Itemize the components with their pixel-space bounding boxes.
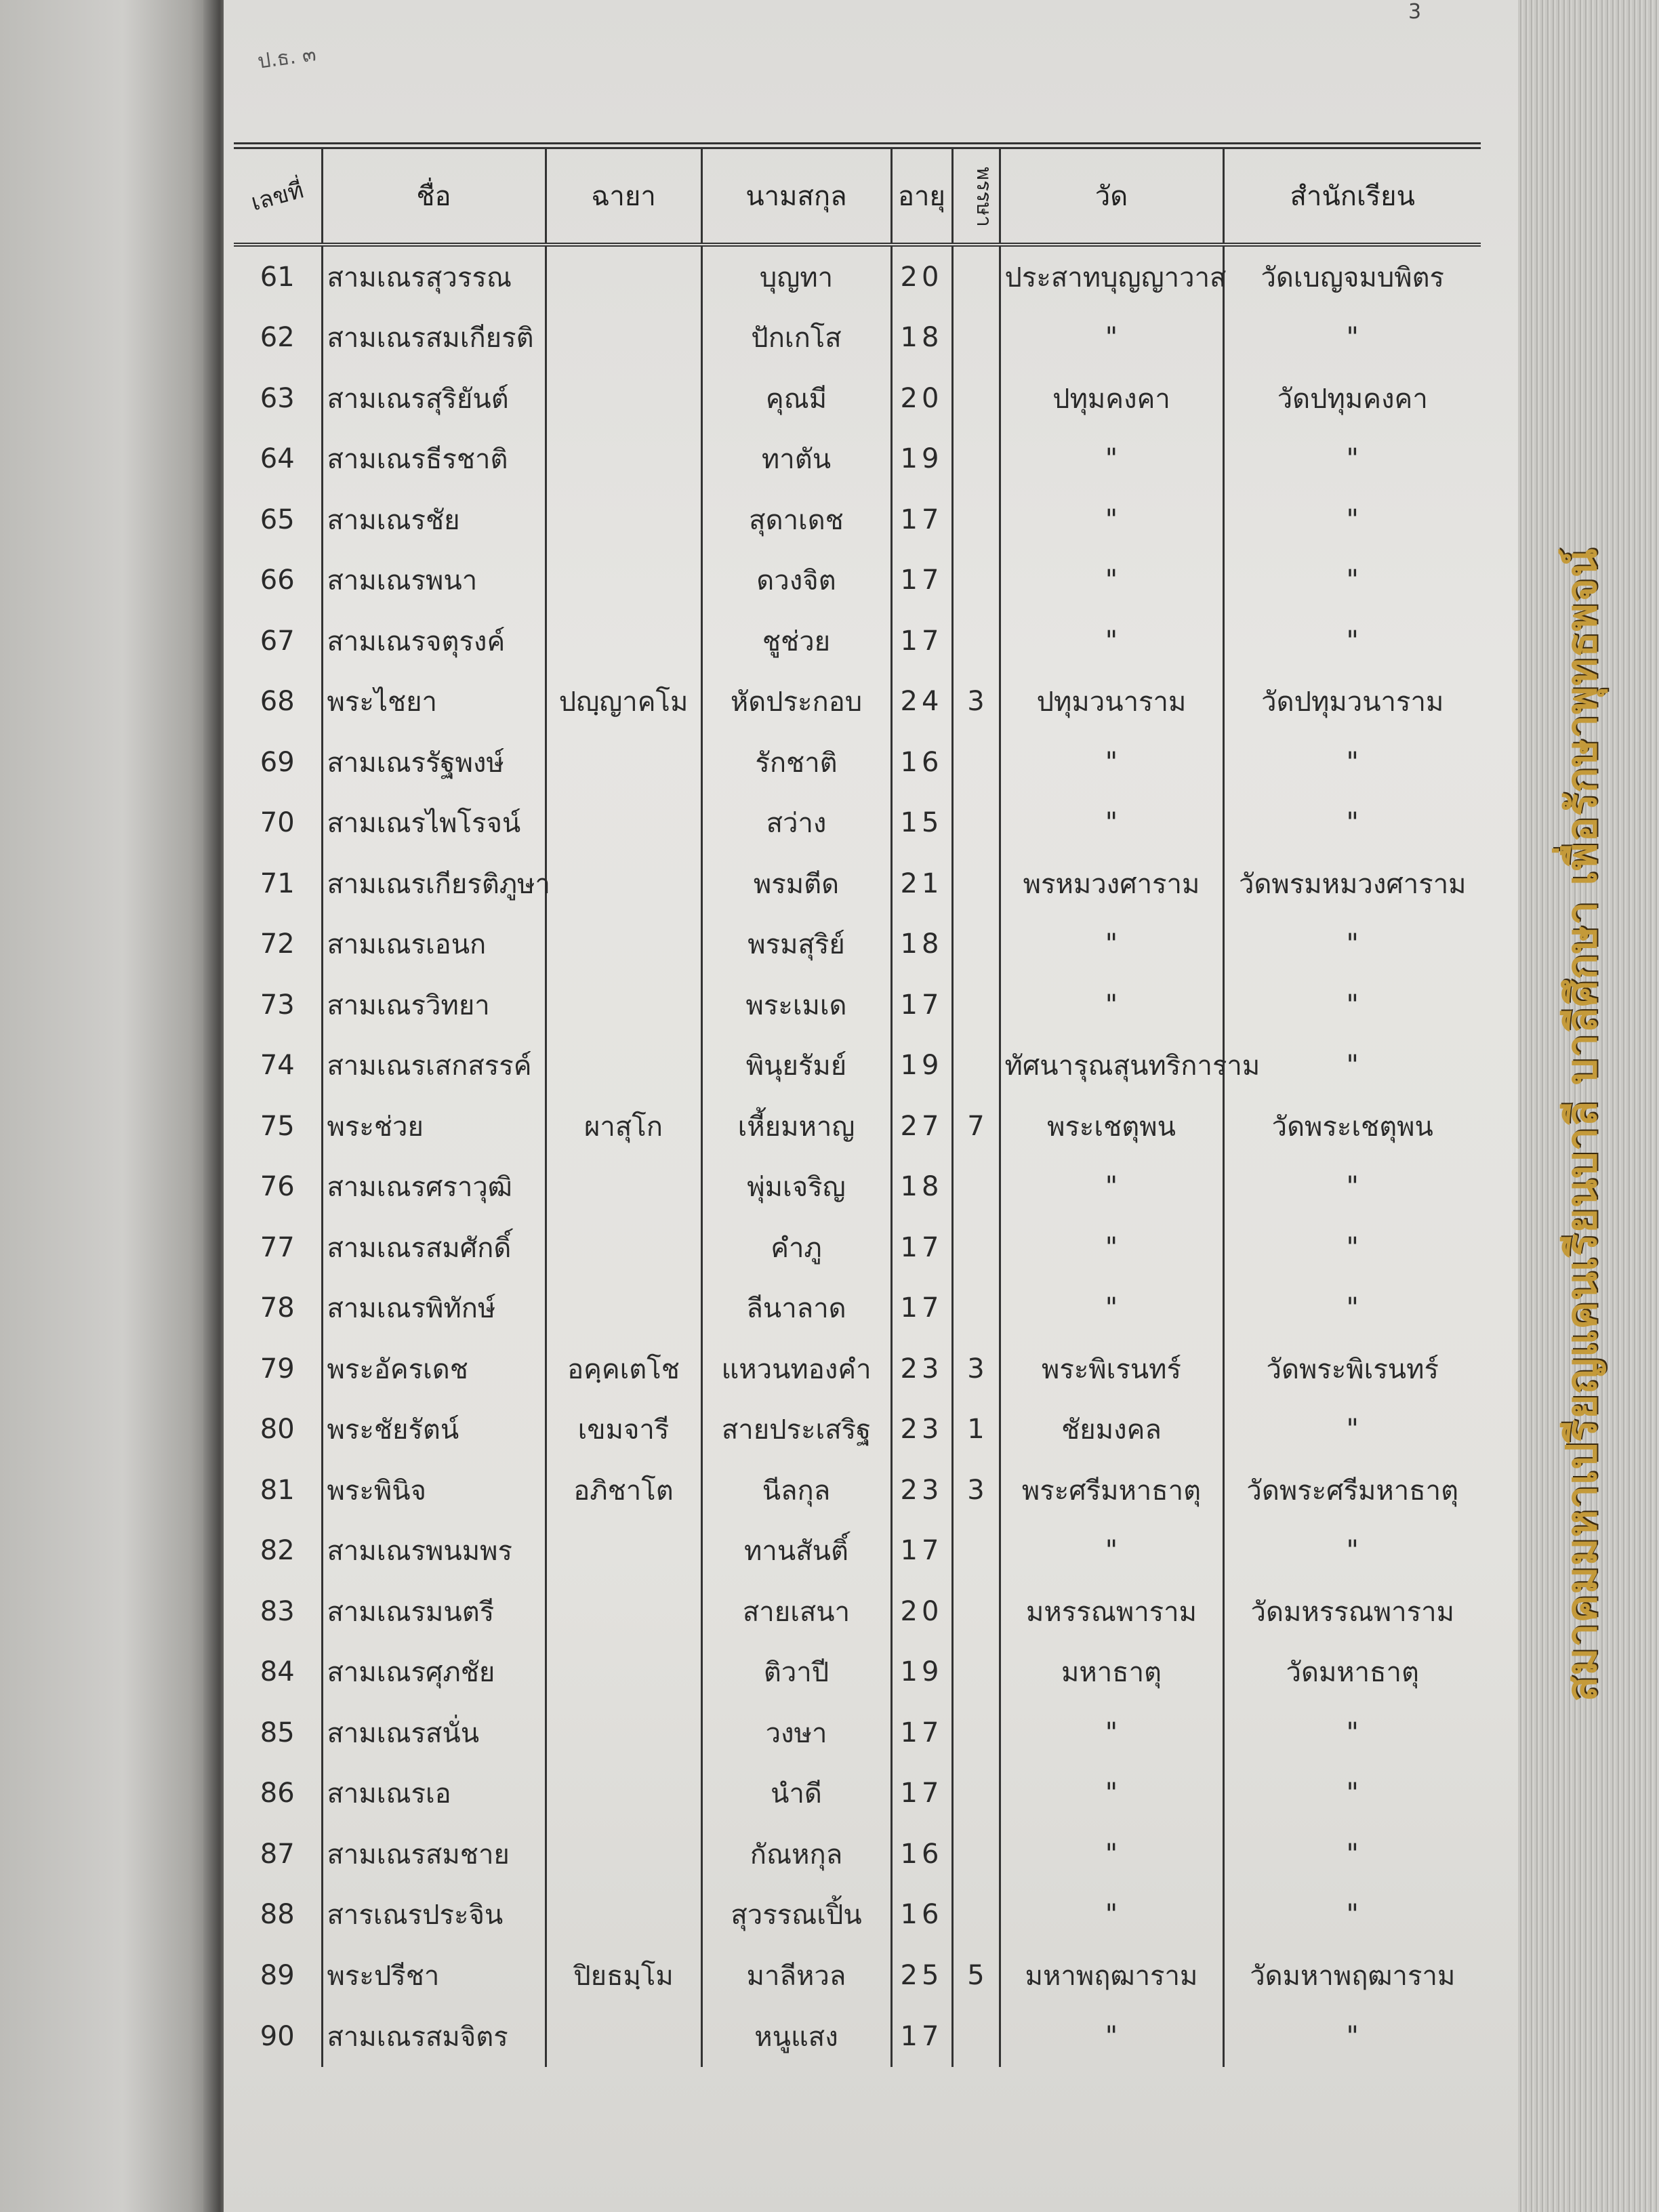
row-surname: ชูช่วย — [701, 611, 891, 672]
row-school: " — [1223, 1885, 1481, 1946]
row-number: 84 — [260, 1656, 295, 1688]
row-number: 69 — [260, 746, 295, 778]
row-name: สามเณรศุภชัย — [322, 1642, 546, 1703]
row-number: 67 — [260, 625, 295, 657]
row-chaya: ผาสุโก — [546, 1096, 701, 1157]
table-row — [234, 550, 1481, 611]
header-pansa: พรรษา — [952, 146, 1000, 245]
row-age: 15 — [891, 793, 952, 854]
row-chaya — [546, 1036, 701, 1097]
row-surname: พินุยรัมย์ — [701, 1036, 891, 1097]
row-number: 89 — [260, 1959, 295, 1991]
table-row — [234, 793, 1481, 854]
row-number: 82 — [260, 1535, 295, 1567]
row-name: พระปรีชา — [322, 1945, 546, 2006]
row-wat: " — [1000, 550, 1223, 611]
row-pansa — [952, 732, 1000, 793]
header-surname: นามสกุล — [701, 146, 891, 245]
page-number: 3 — [1408, 0, 1422, 24]
row-chaya — [546, 1581, 701, 1642]
row-surname: พรมสุริย์ — [701, 914, 891, 975]
row-surname: พรมตีด — [701, 853, 891, 914]
row-school: วัดเบญจมบพิตร — [1223, 245, 1481, 308]
row-surname: บุญทา — [701, 245, 891, 308]
row-pansa — [952, 1581, 1000, 1642]
row-pansa — [952, 975, 1000, 1036]
row-pansa — [952, 429, 1000, 490]
row-chaya — [546, 1642, 701, 1703]
row-pansa — [952, 1521, 1000, 1582]
row-chaya — [546, 245, 701, 308]
row-school: วัดพระศรีมหาธาตุ — [1223, 1460, 1481, 1521]
row-age: 18 — [891, 308, 952, 369]
row-pansa: 3 — [952, 1338, 1000, 1399]
table-row — [234, 1157, 1481, 1218]
row-name: สามเณรไพโรจน์ — [322, 793, 546, 854]
row-number: 73 — [260, 989, 295, 1021]
row-wat: พรหมวงศาราม — [1000, 853, 1223, 914]
row-surname: วงษา — [701, 1702, 891, 1763]
row-chaya — [546, 975, 701, 1036]
row-pansa — [952, 1217, 1000, 1278]
row-surname: คุณมี — [701, 368, 891, 429]
row-chaya: ปิยธมฺโม — [546, 1945, 701, 2006]
row-wat: ทัศนารุณสุนทริการาม — [1000, 1036, 1223, 1097]
row-school: " — [1223, 914, 1481, 975]
row-surname: สุดาเดช — [701, 489, 891, 550]
table-row — [234, 732, 1481, 793]
row-age: 23 — [891, 1399, 952, 1460]
row-name: สามเณรสมเกียรติ — [322, 308, 546, 369]
row-wat: " — [1000, 732, 1223, 793]
row-school: " — [1223, 1399, 1481, 1460]
row-chaya — [546, 853, 701, 914]
row-surname: หนูแสง — [701, 2006, 891, 2067]
row-number: 87 — [260, 1838, 295, 1870]
row-wat: " — [1000, 1217, 1223, 1278]
row-pansa — [952, 1642, 1000, 1703]
row-surname: สายประเสริฐ — [701, 1399, 891, 1460]
row-wat: " — [1000, 1885, 1223, 1946]
row-number: 83 — [260, 1595, 295, 1627]
roster-table — [234, 142, 1481, 2067]
side-watermark-caption: สมาคมมหาเปรียญแคนเรียนบาลี บาลีศึกษา เพื่อรักษาพุทธพจน์ — [1557, 548, 1606, 1702]
row-wat: " — [1000, 429, 1223, 490]
row-number: 86 — [260, 1778, 295, 1809]
table-row — [234, 1521, 1481, 1582]
row-wat: " — [1000, 611, 1223, 672]
row-number: 81 — [260, 1474, 295, 1506]
row-chaya — [546, 368, 701, 429]
row-age: 23 — [891, 1460, 952, 1521]
table-row — [234, 1824, 1481, 1885]
row-name: สามเณรเอนก — [322, 914, 546, 975]
row-pansa: 3 — [952, 672, 1000, 733]
header-name: ชื่อ — [322, 146, 546, 245]
table-row — [234, 1217, 1481, 1278]
table-row — [234, 1702, 1481, 1763]
table-row — [234, 914, 1481, 975]
row-surname: สว่าง — [701, 793, 891, 854]
row-chaya — [546, 793, 701, 854]
row-pansa: 7 — [952, 1096, 1000, 1157]
row-surname: ปักเกโส — [701, 308, 891, 369]
row-age: 17 — [891, 2006, 952, 2067]
row-school: " — [1223, 611, 1481, 672]
row-surname: แหวนทองคำ — [701, 1338, 891, 1399]
row-number: 65 — [260, 504, 295, 535]
row-age: 19 — [891, 1036, 952, 1097]
row-chaya — [546, 1521, 701, 1582]
row-chaya: ปญฺญาคโม — [546, 672, 701, 733]
row-pansa — [952, 914, 1000, 975]
row-school: " — [1223, 975, 1481, 1036]
row-name: สามเณรพนมพร — [322, 1521, 546, 1582]
row-chaya — [546, 489, 701, 550]
table-row — [234, 1885, 1481, 1946]
row-school: " — [1223, 1217, 1481, 1278]
table-row — [234, 611, 1481, 672]
row-name: สามเณรเอ — [322, 1763, 546, 1824]
row-pansa: 1 — [952, 1399, 1000, 1460]
row-wat: ปทุมวนาราม — [1000, 672, 1223, 733]
row-name: สามเณรสุริยันต์ — [322, 368, 546, 429]
row-chaya — [546, 1217, 701, 1278]
row-chaya — [546, 308, 701, 369]
row-number: 77 — [260, 1231, 295, 1263]
row-age: 17 — [891, 975, 952, 1036]
row-name: สารเณรประจิน — [322, 1885, 546, 1946]
row-surname: พุ่มเจริญ — [701, 1157, 891, 1218]
table-row — [234, 1460, 1481, 1521]
row-number: 78 — [260, 1292, 295, 1324]
row-age: 18 — [891, 914, 952, 975]
row-surname: ดวงจิต — [701, 550, 891, 611]
row-school: " — [1223, 793, 1481, 854]
row-wat: " — [1000, 489, 1223, 550]
row-number: 85 — [260, 1717, 295, 1748]
header-school: สำนักเรียน — [1223, 146, 1481, 245]
row-wat: " — [1000, 2006, 1223, 2067]
row-number: 75 — [260, 1110, 295, 1142]
row-name: สามเณรสนั่น — [322, 1702, 546, 1763]
row-name: พระช่วย — [322, 1096, 546, 1157]
row-pansa — [952, 308, 1000, 369]
row-age: 23 — [891, 1338, 952, 1399]
row-age: 20 — [891, 368, 952, 429]
row-surname: สายเสนา — [701, 1581, 891, 1642]
row-pansa — [952, 1036, 1000, 1097]
row-wat: " — [1000, 1763, 1223, 1824]
row-number: 64 — [260, 443, 295, 475]
table-row — [234, 429, 1481, 490]
row-pansa — [952, 489, 1000, 550]
left-page — [0, 0, 224, 2212]
row-chaya — [546, 732, 701, 793]
row-wat: " — [1000, 1278, 1223, 1339]
row-age: 17 — [891, 1278, 952, 1339]
row-pansa — [952, 1702, 1000, 1763]
row-wat: พระเชตุพน — [1000, 1096, 1223, 1157]
table-row — [234, 975, 1481, 1036]
row-school: วัดพระเชตุพน — [1223, 1096, 1481, 1157]
table-row — [234, 489, 1481, 550]
row-school: วัดมหาธาตุ — [1223, 1642, 1481, 1703]
row-wat: ประสาทบุญญาวาส — [1000, 245, 1223, 308]
row-school: " — [1223, 489, 1481, 550]
row-age: 17 — [891, 489, 952, 550]
header-number: เลขที่ — [234, 146, 322, 245]
row-wat: " — [1000, 308, 1223, 369]
row-school: " — [1223, 1278, 1481, 1339]
row-name: สามเณรวิทยา — [322, 975, 546, 1036]
row-pansa — [952, 793, 1000, 854]
row-wat: มหรรณพาราม — [1000, 1581, 1223, 1642]
row-number: 72 — [260, 928, 295, 960]
row-name: พระไชยา — [322, 672, 546, 733]
row-name: พระพินิจ — [322, 1460, 546, 1521]
row-pansa — [952, 550, 1000, 611]
corner-mark: ป.ธ. ๓ — [255, 42, 318, 74]
header-wat: วัด — [1000, 146, 1223, 245]
row-chaya — [546, 1157, 701, 1218]
row-age: 27 — [891, 1096, 952, 1157]
row-wat: " — [1000, 1824, 1223, 1885]
table-row — [234, 1399, 1481, 1460]
row-chaya — [546, 429, 701, 490]
row-wat: " — [1000, 1702, 1223, 1763]
row-age: 16 — [891, 1885, 952, 1946]
row-school: วัดปทุมวนาราม — [1223, 672, 1481, 733]
row-chaya: อคฺคเตโช — [546, 1338, 701, 1399]
row-age: 17 — [891, 611, 952, 672]
row-wat: " — [1000, 793, 1223, 854]
row-age: 16 — [891, 1824, 952, 1885]
row-pansa — [952, 245, 1000, 308]
row-name: พระชัยรัตน์ — [322, 1399, 546, 1460]
row-school: " — [1223, 1824, 1481, 1885]
table-row — [234, 245, 1481, 308]
row-school: " — [1223, 550, 1481, 611]
table-row — [234, 308, 1481, 369]
row-age: 20 — [891, 1581, 952, 1642]
row-name: สามเณรพนา — [322, 550, 546, 611]
row-age: 19 — [891, 429, 952, 490]
row-name: สามเณรสุวรรณ — [322, 245, 546, 308]
row-chaya: เขมจารี — [546, 1399, 701, 1460]
row-school: " — [1223, 1157, 1481, 1218]
table-row — [234, 853, 1481, 914]
row-surname: ลีนาลาด — [701, 1278, 891, 1339]
table-row — [234, 2006, 1481, 2067]
row-number: 63 — [260, 382, 295, 414]
row-number: 88 — [260, 1899, 295, 1931]
row-school: วัดปทุมคงคา — [1223, 368, 1481, 429]
row-age: 17 — [891, 1521, 952, 1582]
row-pansa: 5 — [952, 1945, 1000, 2006]
row-name: สามเณรสมศักดิ์ — [322, 1217, 546, 1278]
table-row — [234, 1581, 1481, 1642]
row-number: 80 — [260, 1414, 295, 1446]
row-age: 16 — [891, 732, 952, 793]
row-school: " — [1223, 1036, 1481, 1097]
row-surname: ทาตัน — [701, 429, 891, 490]
row-pansa — [952, 1763, 1000, 1824]
row-wat: ชัยมงคล — [1000, 1399, 1223, 1460]
row-wat: พระพิเรนทร์ — [1000, 1338, 1223, 1399]
row-age: 20 — [891, 245, 952, 308]
row-chaya — [546, 1824, 701, 1885]
row-name: พระอัครเดช — [322, 1338, 546, 1399]
row-name: สามเณรธีรชาติ — [322, 429, 546, 490]
row-surname: นีลกุล — [701, 1460, 891, 1521]
row-number: 70 — [260, 807, 295, 839]
row-number: 66 — [260, 565, 295, 596]
row-wat: " — [1000, 1157, 1223, 1218]
row-school: " — [1223, 1763, 1481, 1824]
row-name: สามเณรสมจิตร — [322, 2006, 546, 2067]
table-row — [234, 1642, 1481, 1703]
row-number: 90 — [260, 2020, 295, 2052]
row-number: 74 — [260, 1050, 295, 1082]
row-pansa — [952, 1157, 1000, 1218]
row-pansa — [952, 368, 1000, 429]
table-row — [234, 1096, 1481, 1157]
row-age: 17 — [891, 1217, 952, 1278]
row-wat: มหาธาตุ — [1000, 1642, 1223, 1703]
row-name: สามเณรมนตรี — [322, 1581, 546, 1642]
row-school: " — [1223, 1702, 1481, 1763]
table-body — [234, 245, 1481, 2067]
row-wat: มหาพฤฒาราม — [1000, 1945, 1223, 2006]
row-pansa — [952, 611, 1000, 672]
row-school: " — [1223, 308, 1481, 369]
header-chaya: ฉายา — [546, 146, 701, 245]
row-age: 17 — [891, 1763, 952, 1824]
row-chaya — [546, 550, 701, 611]
row-pansa — [952, 1885, 1000, 1946]
row-surname: คำภู — [701, 1217, 891, 1278]
table-header — [234, 146, 1481, 245]
row-surname: ทานสันติ์ — [701, 1521, 891, 1582]
row-school: วัดมหรรณพาราม — [1223, 1581, 1481, 1642]
row-chaya — [546, 2006, 701, 2067]
table-row — [234, 672, 1481, 733]
row-name: สามเณรศราวุฒิ — [322, 1157, 546, 1218]
row-surname: ติวาปี — [701, 1642, 891, 1703]
row-name: สามเณรสมชาย — [322, 1824, 546, 1885]
row-age: 24 — [891, 672, 952, 733]
row-school: วัดพรมหมวงศาราม — [1223, 853, 1481, 914]
row-wat: " — [1000, 1521, 1223, 1582]
row-chaya — [546, 611, 701, 672]
row-name: สามเณรจตุรงค์ — [322, 611, 546, 672]
row-pansa — [952, 853, 1000, 914]
row-number: 76 — [260, 1171, 295, 1203]
row-name: สามเณรเสกสรรค์ — [322, 1036, 546, 1097]
row-age: 18 — [891, 1157, 952, 1218]
row-surname: นำดี — [701, 1763, 891, 1824]
row-chaya — [546, 1278, 701, 1339]
row-wat: ปทุมคงคา — [1000, 368, 1223, 429]
row-age: 25 — [891, 1945, 952, 2006]
row-name: สามเณรเกียรติภูษา — [322, 853, 546, 914]
row-surname: พระเมเด — [701, 975, 891, 1036]
header-age: อายุ — [891, 146, 952, 245]
row-age: 21 — [891, 853, 952, 914]
table-row — [234, 1338, 1481, 1399]
row-name: สามเณรชัย — [322, 489, 546, 550]
row-age: 17 — [891, 1702, 952, 1763]
row-surname: มาลีหวล — [701, 1945, 891, 2006]
row-surname: กัณหกุล — [701, 1824, 891, 1885]
row-number: 79 — [260, 1353, 295, 1385]
row-pansa — [952, 1278, 1000, 1339]
row-school: " — [1223, 429, 1481, 490]
row-age: 19 — [891, 1642, 952, 1703]
row-wat: " — [1000, 975, 1223, 1036]
row-school: วัดพระพิเรนทร์ — [1223, 1338, 1481, 1399]
row-pansa: 3 — [952, 1460, 1000, 1521]
row-surname: สุวรรณเปิ้น — [701, 1885, 891, 1946]
table-row — [234, 1278, 1481, 1339]
table-row — [234, 1763, 1481, 1824]
row-school: วัดมหาพฤฒาราม — [1223, 1945, 1481, 2006]
row-number: 68 — [260, 686, 295, 718]
row-wat: " — [1000, 914, 1223, 975]
row-wat: พระศรีมหาธาตุ — [1000, 1460, 1223, 1521]
row-number: 61 — [260, 261, 295, 293]
row-surname: เหี้ยมหาญ — [701, 1096, 891, 1157]
row-pansa — [952, 2006, 1000, 2067]
row-age: 17 — [891, 550, 952, 611]
row-surname: หัดประกอบ — [701, 672, 891, 733]
row-chaya — [546, 1885, 701, 1946]
row-pansa — [952, 1824, 1000, 1885]
table-row — [234, 1945, 1481, 2006]
row-chaya — [546, 1702, 701, 1763]
row-number: 62 — [260, 322, 295, 354]
row-chaya — [546, 914, 701, 975]
table-row — [234, 368, 1481, 429]
row-name: สามเณรรัฐพงษ์ — [322, 732, 546, 793]
row-number: 71 — [260, 867, 295, 899]
row-name: สามเณรพิทักษ์ — [322, 1278, 546, 1339]
row-school: " — [1223, 1521, 1481, 1582]
table-row — [234, 1036, 1481, 1097]
row-surname: รักชาติ — [701, 732, 891, 793]
row-school: " — [1223, 732, 1481, 793]
row-chaya — [546, 1763, 701, 1824]
row-school: " — [1223, 2006, 1481, 2067]
row-chaya: อภิชาโต — [546, 1460, 701, 1521]
